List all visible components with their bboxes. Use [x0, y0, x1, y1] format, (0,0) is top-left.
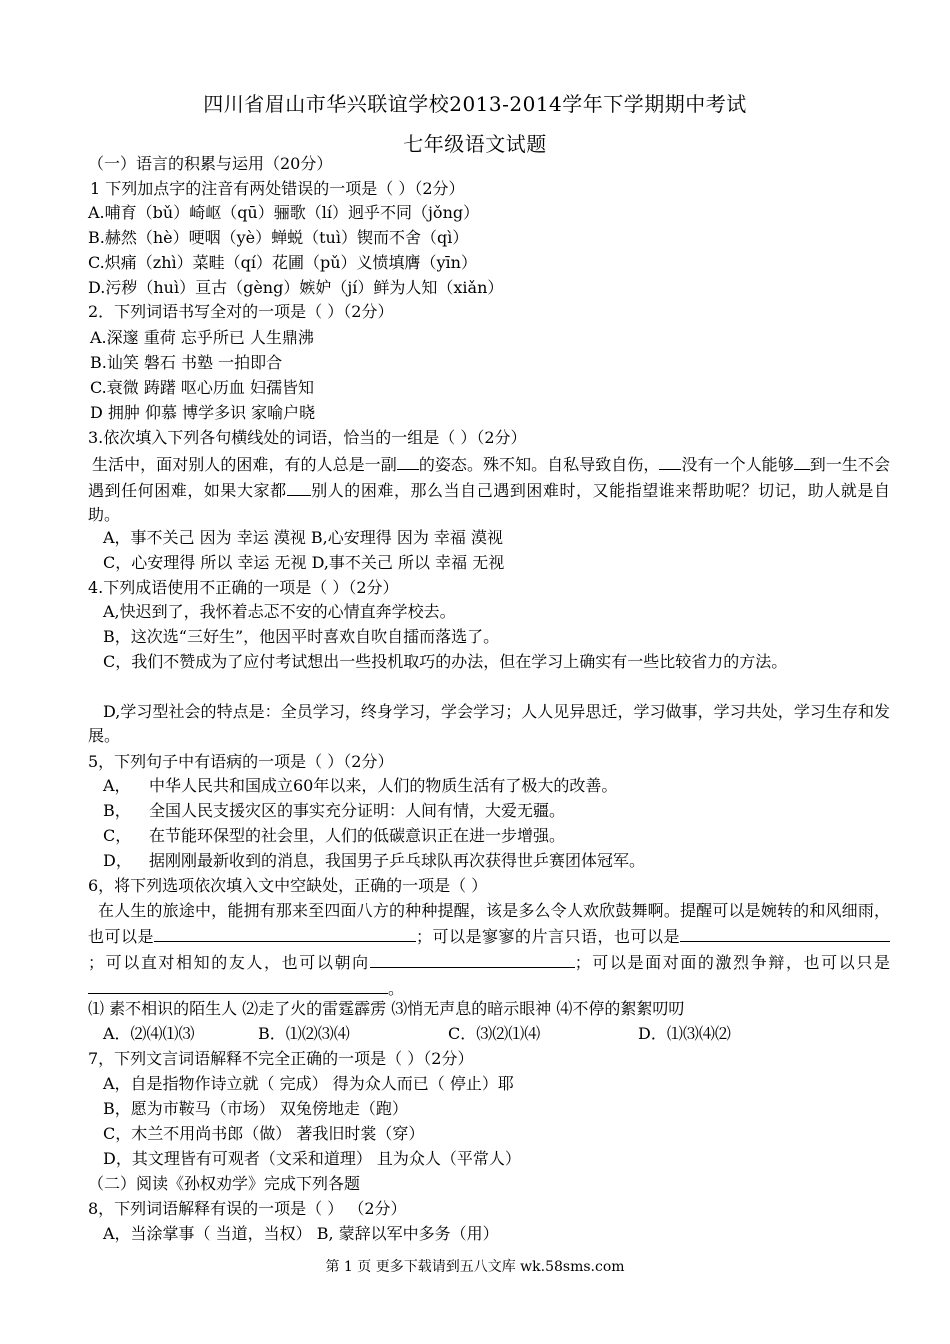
q5-option-b: B， 全国人民支援灾区的事实充分证明：人间有情，大爱无疆。 [103, 801, 566, 820]
q4-stem: 4.下列成语使用不正确的一项是（ ）（2分） [88, 578, 399, 597]
q2-option-a: A.深邃 重荷 忘乎所已 人生鼎沸 [90, 328, 314, 347]
exam-subtitle: 七年级语文试题 [403, 132, 547, 156]
q1-option-b: B.赫然（hè）哽咽（yè）蝉蜕（tuì）锲而不舍（qì） [88, 228, 469, 247]
q7-option-c: C，木兰不用尚书郎（做） 著我旧时裳（穿） [103, 1124, 425, 1143]
q3-passage: 生活中，面对别人的困难，有的人总是一副 的姿态。殊不知。自私导致自伤， 没有一个人能够 到一生不会遇到任何困难，如果大家都 别人的困难，那么当自己遇到困难时，又能指望谁来帮助呢？切记，助人就是自助。 [88, 451, 890, 527]
exam-title: 四川省眉山市华兴联谊学校2013-2014学年下学期期中考试 [203, 92, 747, 116]
q5-option-c: C， 在节能环保型的社会里，人们的低碳意识正在进一步增强。 [103, 826, 566, 845]
q2-option-b: B.讪笑 磐石 书塾 一拍即合 [90, 353, 283, 372]
q6-passage: 在人生的旅途中，能拥有那来至四面八方的种种提醒，该是多么令人欢欣鼓舞啊。提醒可以是婉转的和风细雨，也可以是 ；可以是寥寥的片言只语，也可以是；可以直对相知的友人，也可以朝向 ；可以是面对面的激烈争辩，也可以只是。 [88, 901, 890, 998]
q5-option-d: D， 据刚刚最新收到的消息，我国男子乒乓球队再次获得世乒赛团体冠军。 [103, 851, 646, 870]
q2-option-d: D 拥肿 仰慕 博学多识 家喻户晓 [90, 403, 316, 422]
q7-option-a: A，自是指物作诗立就（ 完成） 得为众人而已（ 停止）耶 [103, 1074, 514, 1093]
q8-stem: 8，下列词语解释有误的一项是（ ） （2分） [88, 1199, 407, 1218]
q7-option-b: B，愿为市鞍马（市场） 双兔傍地走（跑） [103, 1099, 408, 1118]
q8-options: A，当涂掌事（ 当道，当权） B, 蒙辞以军中多务（用） [103, 1224, 499, 1243]
q6-choice-c: C．⑶⑵⑴⑷ [448, 1024, 541, 1043]
q1-stem: 1 下列加点字的注音有两处错误的一项是（ ）（2分） [90, 179, 465, 198]
q1-option-c: C.炽痛（zhì）菜畦（qí）花圃（pǔ）义愤填膺（yīn） [88, 253, 477, 272]
q7-stem: 7，下列文言词语解释不完全正确的一项是（ ）（2分） [88, 1049, 474, 1068]
q6-stem: 6，将下列选项依次填入文中空缺处，正确的一项是（ ） [88, 876, 488, 895]
q4-option-d: D,学习型社会的特点是：全员学习，终身学习，学会学习；人人见异思迁，学习做事，学习共处，学习生存和发展。 [88, 702, 890, 745]
q6-items: ⑴ 素不相识的陌生人 ⑵走了火的雷霆霹雳 ⑶悄无声息的暗示眼神 ⑷不停的絮絮叨叨 [88, 999, 685, 1018]
q6-choice-a: A．⑵⑷⑴⑶ [103, 1024, 195, 1043]
q2-option-c: C.衰微 踌躇 呕心历血 妇孺皆知 [90, 378, 315, 397]
q3-options-row2: C，心安理得 所以 幸运 无视 D,事不关己 所以 幸福 无视 [103, 553, 505, 572]
q4-option-c: C，我们不赞成为了应付考试想出一些投机取巧的办法，但在学习上确实有一些比较省力的方法。 [103, 652, 788, 671]
q2-stem: 2．下列词语书写全对的一项是（ ）（2分） [88, 302, 394, 321]
q3-options-row1: A，事不关己 因为 幸运 漠视 B,心安理得 因为 幸福 漠视 [103, 528, 504, 547]
q1-option-a: A.哺育（bǔ）崎岖（qū）骊歌（lí）迥乎不同（jǒng） [88, 203, 480, 222]
q5-option-a: A， 中华人民共和国成立60年以来，人们的物质生活有了极大的改善。 [103, 776, 618, 795]
q6-choice-b: B．⑴⑵⑶⑷ [258, 1024, 350, 1043]
q7-option-d: D，其文理皆有可观者（文采和道理） 且为众人（平常人） [103, 1149, 521, 1168]
q4-option-a: A,快迟到了，我怀着忐忑不安的心情直奔学校去。 [103, 602, 456, 621]
q1-option-d: D.污秽（huì）亘古（gèng）嫉妒（jí）鲜为人知（xiǎn） [88, 278, 504, 297]
q6-choices [103, 1022, 890, 1046]
q6-choice-d: D．⑴⑶⑷⑵ [638, 1024, 731, 1043]
q3-stem: 3.依次填入下列各句横线处的词语，恰当的一组是（ ）（2分） [88, 428, 527, 447]
section2-heading: （二）阅读《孙权劝学》完成下列各题 [88, 1174, 361, 1193]
q5-stem: 5，下列句子中有语病的一项是（ ）（2分） [88, 752, 394, 771]
q4-option-b: B，这次选“三好生”，他因平时喜欢自吹自擂而落选了。 [103, 627, 500, 646]
section1-heading: （一）语言的积累与运用（20分） [88, 154, 333, 173]
page-footer: 第 1 页 更多下载请到五八文库 wk.58sms.com [325, 1259, 625, 1275]
